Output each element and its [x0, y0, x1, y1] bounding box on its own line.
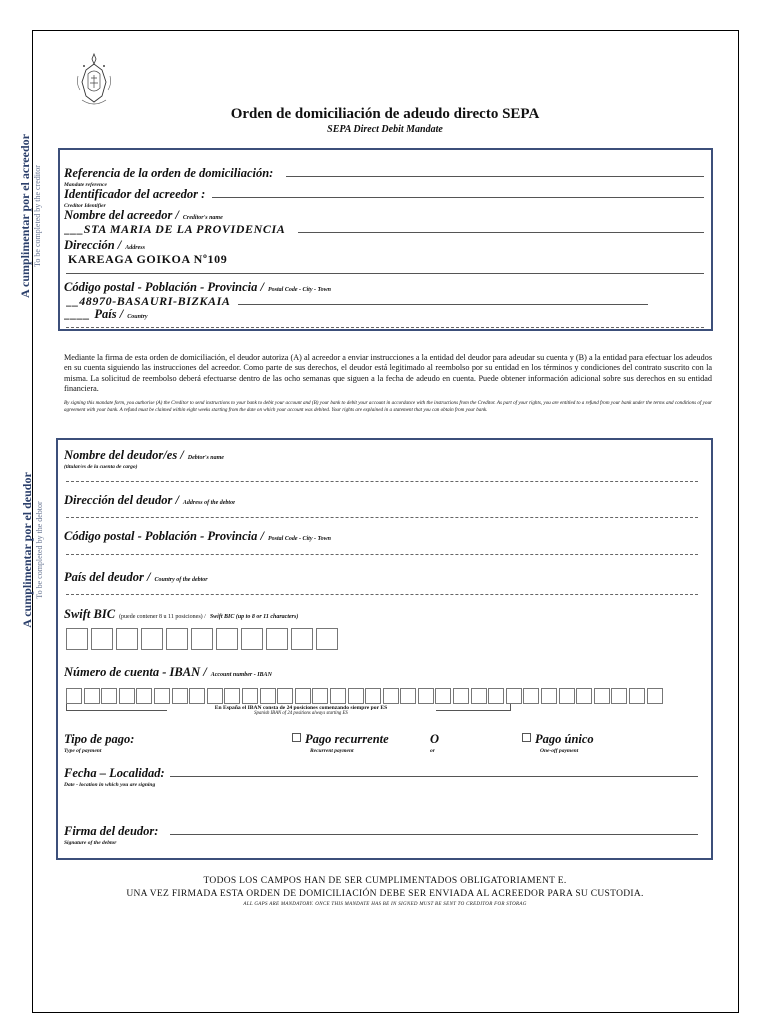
iban-cell[interactable] [242, 688, 258, 704]
seal-logo-icon [72, 52, 116, 108]
recurrent-option[interactable] [292, 730, 389, 754]
recurrent-label: Pago recurrente [305, 732, 389, 746]
swift-cell[interactable] [266, 628, 288, 650]
creditor-address-value: KAREAGA GOIKOA Nº109 [68, 252, 228, 266]
swift-en: Swift BIC (up to 8 or 11 characters) [209, 614, 299, 620]
debtor-country-label: País del deudor / [64, 570, 151, 584]
creditor-identifier-field[interactable] [212, 197, 704, 198]
creditor-address-label: Dirección / [64, 238, 122, 252]
iban-cell[interactable] [611, 688, 627, 704]
iban-cell[interactable] [594, 688, 610, 704]
oneoff-checkbox[interactable] [522, 733, 531, 742]
swift-label: Swift BIC [64, 607, 116, 621]
signature-en: Signature of the debtor [64, 840, 117, 846]
payment-type-row [64, 730, 134, 754]
creditor-identifier-en: Creditor Identifier [64, 203, 106, 209]
creditor-postal-value: __48970-BASAURI-BIZKAIA [66, 294, 231, 308]
legal-text-spanish: Mediante la firma de esta orden de domiciliación, el deudor autoriza (A) al acreedor a enviar instrucciones a la entidad del deudor para adeudar su cuenta y (B) a la entidad para efectuar los adeudos en su cuenta siguiendo las instrucciones del acreedor. Como parte de sus derechos, el deudor está legitimado al reembolso por su entidad en los términos y condiciones del contrato suscrito con la misma. La solicitud de reembolso deberá efectuarse dentro de las ocho semanas que siguen a la fecha de adeudo en cuenta. Puede obtener información adicional sobre sus derechos en su entidad financiera. [64, 353, 712, 394]
iban-bracket-left [66, 704, 167, 711]
iban-cells [66, 688, 664, 704]
legal-text-english: By signing this mandate form, you authorise (A) the Creditor to send instructions to your bank to debit your account and (B) your bank to debit your account in accordance with the instructions from the Creditor. As part of your rights, you are entitled to a refund from your bank under the terms and conditions of your agreement with your bank. A refund must be claimed within eight weeks starting from the date on which your account was debited. Your rights are explained in a statement that you can obtain from your bank. [64, 400, 712, 414]
or-en: or [430, 748, 435, 754]
iban-cell[interactable] [119, 688, 135, 704]
swift-cell[interactable] [316, 628, 338, 650]
iban-cell[interactable] [277, 688, 293, 704]
iban-cell[interactable] [418, 688, 434, 704]
oneoff-label: Pago único [535, 732, 594, 746]
swift-cell[interactable] [141, 628, 163, 650]
iban-cell[interactable] [348, 688, 364, 704]
iban-cell[interactable] [559, 688, 575, 704]
payment-type-label: Tipo de pago: [64, 732, 135, 746]
payment-type-en: Type of payment [64, 748, 102, 754]
iban-label: Número de cuenta - IBAN / [64, 665, 207, 679]
creditor-reference-field[interactable] [286, 176, 704, 177]
creditor-identifier-label: Identificador del acreedor : [64, 187, 206, 201]
creditor-reference-en: Mandate reference [64, 182, 107, 188]
debtor-postal-label: Código postal - Población - Provincia / [64, 529, 264, 543]
iban-cell[interactable] [506, 688, 522, 704]
signature-field[interactable] [170, 834, 698, 835]
iban-cell[interactable] [66, 688, 82, 704]
creditor-divider [66, 327, 704, 328]
iban-note-en: Spanish IBAN of 24 positions always starting ES [254, 711, 348, 716]
iban-cell[interactable] [224, 688, 240, 704]
recurrent-en: Recurrent payment [310, 748, 354, 754]
creditor-address-en: Address [125, 245, 145, 251]
iban-en: Account number - IBAN [210, 672, 272, 678]
swift-cells [66, 628, 341, 650]
swift-note: (puede contener 8 u 11 posiciones) / [119, 614, 206, 620]
debtor-country-row [64, 568, 208, 586]
iban-bracket-right [436, 704, 511, 711]
footer-line-1: TODOS LOS CAMPOS HAN DE SER CUMPLIMENTADOS OBLIGATORIAMENT E. [203, 876, 567, 886]
creditor-address-value-row [68, 250, 227, 268]
date-label: Fecha – Localidad: [64, 766, 165, 780]
iban-cell[interactable] [365, 688, 381, 704]
iban-cell[interactable] [330, 688, 346, 704]
date-row [64, 764, 165, 788]
iban-cell[interactable] [295, 688, 311, 704]
iban-cell[interactable] [260, 688, 276, 704]
iban-cell[interactable] [400, 688, 416, 704]
creditor-side-main: A cumplimentar por el acreedor [18, 134, 32, 298]
debtor-side-main: A cumplimentar por el deudor [20, 472, 34, 628]
swift-cell[interactable] [191, 628, 213, 650]
creditor-name-en: Creditor's name [182, 215, 223, 221]
debtor-side-label [20, 450, 44, 650]
iban-cell[interactable] [576, 688, 592, 704]
swift-cell[interactable] [241, 628, 263, 650]
debtor-postal-row [64, 527, 331, 545]
iban-cell[interactable] [523, 688, 539, 704]
or-separator [430, 730, 439, 754]
debtor-country-field[interactable] [66, 594, 698, 595]
iban-cell[interactable] [488, 688, 504, 704]
creditor-country-en: Country [127, 314, 148, 320]
creditor-country-row [64, 305, 148, 323]
recurrent-checkbox[interactable] [292, 733, 301, 742]
creditor-country-label: País / [94, 307, 124, 321]
iban-cell[interactable] [189, 688, 205, 704]
creditor-name-value: ___STA MARIA DE LA PROVIDENCIA [64, 222, 286, 236]
oneoff-en: One-off payment [540, 748, 579, 754]
debtor-name-row [64, 446, 224, 470]
iban-cell[interactable] [647, 688, 663, 704]
or-label: O [430, 732, 440, 746]
debtor-postal-field[interactable] [66, 554, 698, 555]
signature-row [64, 822, 158, 846]
iban-cell[interactable] [136, 688, 152, 704]
debtor-name-note: (titular/es de la cuenta de cargo) [64, 464, 138, 470]
debtor-side-sub: To be completed by the debtor [35, 501, 44, 599]
iban-cell[interactable] [383, 688, 399, 704]
creditor-address-field[interactable] [66, 273, 704, 274]
iban-cell[interactable] [154, 688, 170, 704]
debtor-address-en: Address of the debtor [182, 500, 236, 506]
swift-cell[interactable] [216, 628, 238, 650]
creditor-side-label [18, 116, 42, 316]
iban-row [64, 663, 272, 681]
iban-cell[interactable] [435, 688, 451, 704]
page-title: Orden de domiciliación de adeudo directo SEPA [230, 106, 540, 122]
iban-cell[interactable] [172, 688, 188, 704]
creditor-name-label: Nombre del acreedor / [64, 208, 179, 222]
iban-cell[interactable] [453, 688, 469, 704]
swift-cell[interactable] [291, 628, 313, 650]
footer-line-3: ALL GAPS ARE MANDATORY. ONCE THIS MANDATE HAS BE IN SIGNED MUST BE SENT TO CREDITOR FOR STORAG [243, 902, 527, 907]
creditor-postal-label: Código postal - Población - Provincia / [64, 280, 264, 294]
debtor-name-en: Debtor's name [187, 455, 224, 461]
debtor-address-row [64, 491, 235, 509]
debtor-address-field[interactable] [66, 517, 698, 518]
creditor-postal-field[interactable] [238, 304, 648, 305]
page-subtitle: SEPA Direct Debit Mandate [327, 124, 443, 135]
creditor-side-sub: To be completed by the creditor [33, 165, 42, 267]
iban-cell[interactable] [541, 688, 557, 704]
iban-cell[interactable] [101, 688, 117, 704]
creditor-country-prefix: ____ [64, 307, 91, 321]
swift-cell[interactable] [91, 628, 113, 650]
swift-cell[interactable] [166, 628, 188, 650]
signature-label: Firma del deudor: [64, 824, 159, 838]
iban-cell[interactable] [207, 688, 223, 704]
iban-note: En España el IBAN consta de 24 posiciones comenzando siempre por ES [214, 705, 388, 711]
creditor-postal-en: Postal Code - City - Town [268, 287, 331, 293]
date-en: Date - location in which you are signing [64, 782, 156, 788]
iban-cell[interactable] [471, 688, 487, 704]
iban-cell[interactable] [629, 688, 645, 704]
swift-row [64, 605, 298, 623]
swift-cell[interactable] [66, 628, 88, 650]
debtor-country-en: Country of the debtor [154, 577, 208, 583]
swift-cell[interactable] [116, 628, 138, 650]
iban-cell[interactable] [312, 688, 328, 704]
debtor-address-label: Dirección del deudor / [64, 493, 179, 507]
iban-cell[interactable] [84, 688, 100, 704]
iban-note-row [168, 705, 434, 716]
debtor-postal-en: Postal Code - City - Town [268, 536, 331, 542]
debtor-name-field[interactable] [66, 481, 698, 482]
date-field[interactable] [170, 776, 698, 777]
oneoff-option[interactable] [522, 730, 594, 754]
debtor-name-label: Nombre del deudor/es / [64, 448, 184, 462]
footer-line-2: UNA VEZ FIRMADA ESTA ORDEN DE DOMICILIACIÓN DEBE SER ENVIADA AL ACREEDOR PARA SU CUSTODIA. [126, 889, 644, 899]
creditor-reference-label: Referencia de la orden de domiciliación: [64, 166, 274, 180]
creditor-name-field[interactable] [298, 232, 704, 233]
